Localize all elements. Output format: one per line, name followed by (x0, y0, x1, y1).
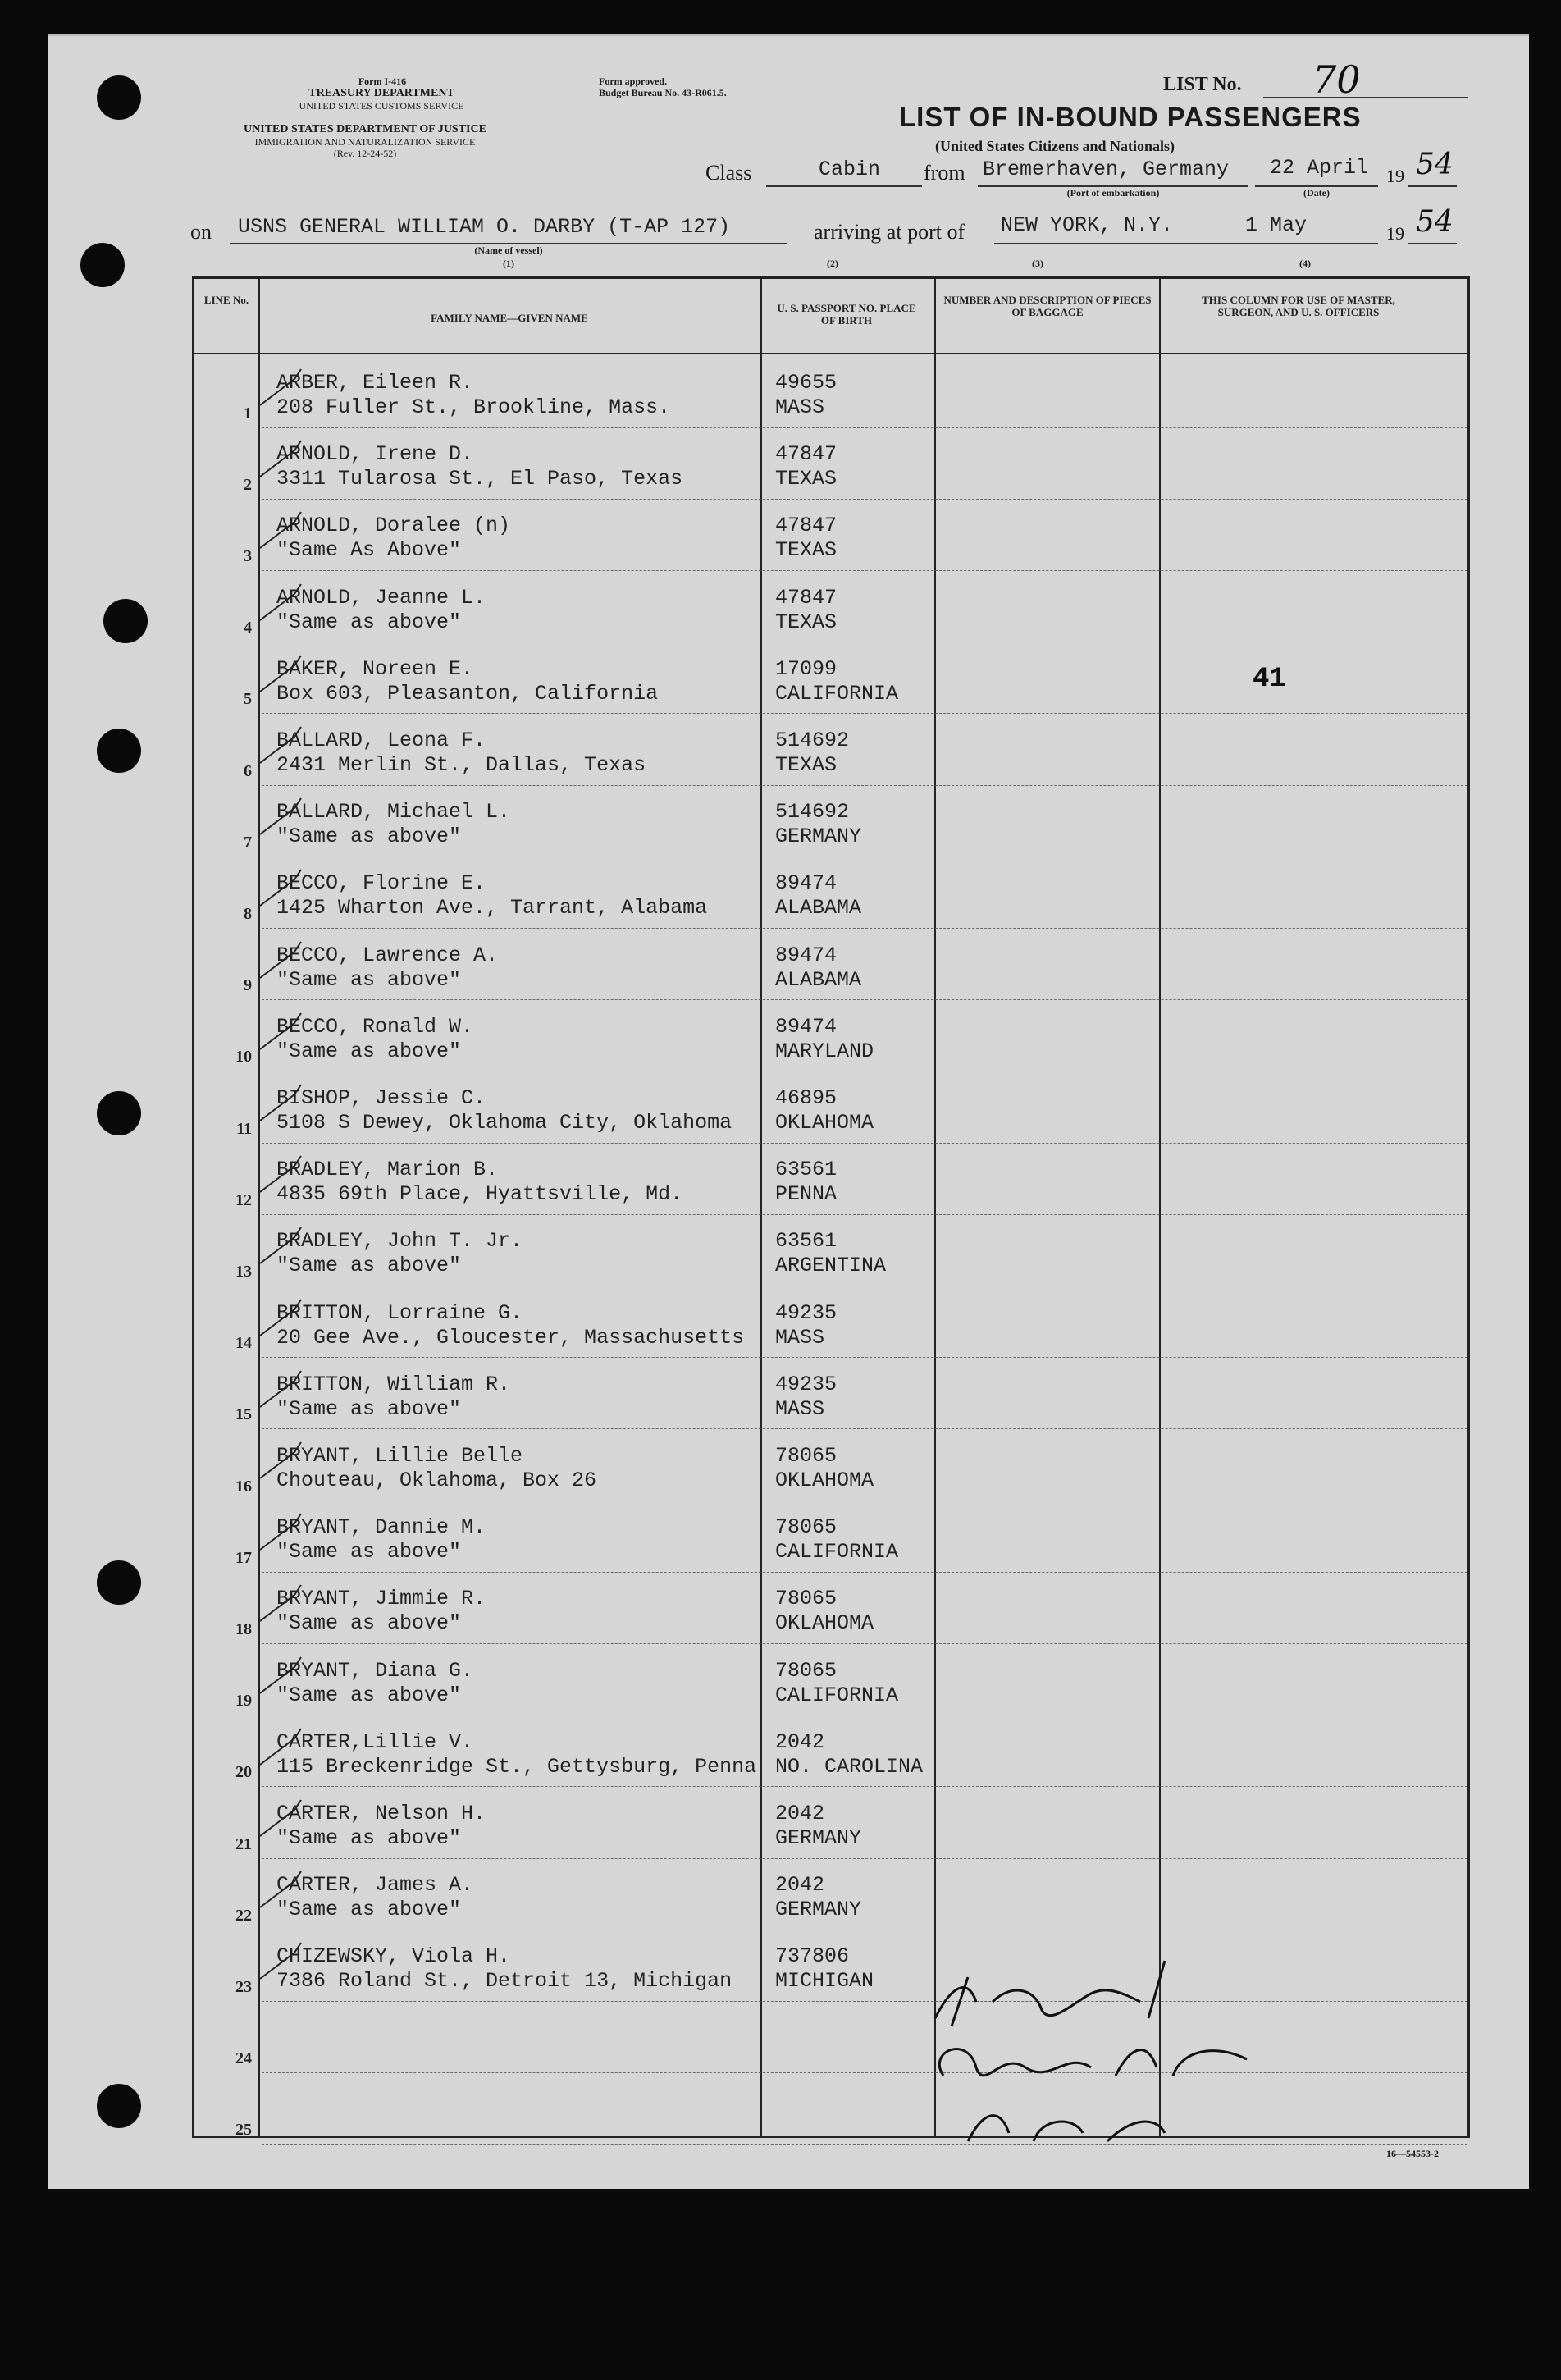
passenger-address: "Same as above" (276, 1039, 462, 1063)
list-no-line (1263, 97, 1468, 98)
from-value: Bremerhaven, Germany (983, 158, 1230, 181)
place-of-birth: OKLAHOMA (775, 1469, 874, 1492)
depart-year-line (1408, 185, 1457, 187)
table-row (194, 1787, 1467, 1859)
manifest-subtitle: (United States Citizens and Nationals) (935, 138, 1175, 154)
passenger-name: ARNOLD, Jeanne L. (276, 585, 486, 610)
passenger-name: ARBER, Eileen R. (276, 371, 474, 395)
passenger-address: 5108 S Dewey, Oklahoma City, Oklahoma (276, 1111, 733, 1135)
table-row (194, 1143, 1467, 1215)
footer-code: 16—54553-2 (1386, 2148, 1439, 2159)
table-row (194, 929, 1467, 1001)
table-row (194, 571, 1467, 643)
place-of-birth: TEXAS (775, 753, 838, 777)
table-row (194, 1501, 1467, 1573)
place-of-birth: GERMANY (775, 1898, 862, 1922)
table-row (194, 1715, 1467, 1788)
passenger-address: "Same as above" (276, 825, 462, 849)
passenger-name: BRITTON, William R. (276, 1372, 511, 1396)
passport-number: 89474 (775, 1014, 838, 1039)
col4-number: (4) (1299, 258, 1311, 269)
place-of-birth: MASS (775, 1325, 825, 1350)
line-number: 6 (244, 761, 252, 780)
table-row (194, 1000, 1467, 1072)
table-row (194, 1644, 1467, 1716)
customs-service: UNITED STATES CUSTOMS SERVICE (299, 100, 464, 112)
line-number: 1 (244, 404, 252, 423)
passport-number: 737806 (775, 1944, 850, 1969)
line-number: 10 (235, 1048, 252, 1067)
passenger-address: 2431 Merlin St., Dallas, Texas (276, 753, 646, 777)
passport-number: 49655 (775, 371, 838, 395)
class-value: Cabin (819, 158, 881, 181)
binder-hole (80, 243, 125, 287)
table-row (194, 1286, 1467, 1359)
passenger-name: ARNOLD, Doralee (n) (276, 514, 511, 538)
passport-number: 78065 (775, 1587, 838, 1611)
binder-hole (97, 1091, 141, 1135)
passenger-name: BRITTON, Lorraine G. (276, 1300, 523, 1325)
table-row (194, 714, 1467, 786)
passport-number: 514692 (775, 729, 850, 752)
place-of-birth: CALIFORNIA (775, 1540, 899, 1565)
place-of-birth: TEXAS (775, 610, 838, 634)
table-row (194, 785, 1467, 857)
col1-number: (1) (503, 258, 514, 269)
budget-bureau: Budget Bureau No. 43-R061.5. (599, 87, 727, 98)
col2-number: (2) (827, 258, 838, 269)
line-number: 4 (244, 619, 252, 637)
table-row (194, 857, 1467, 929)
line-number: 15 (235, 1405, 252, 1424)
passenger-address: "Same as above" (276, 1396, 462, 1421)
place-of-birth: NO. CAROLINA (775, 1754, 924, 1779)
arrive-year-prefix: 19 (1386, 223, 1404, 244)
passenger-name: BECCO, Lawrence A. (276, 943, 499, 967)
officer-note: 41 (1253, 663, 1286, 695)
binder-hole (103, 599, 148, 643)
passenger-address: 115 Breckenridge St., Gettysburg, Penna (276, 1754, 757, 1779)
passenger-name: BALLARD, Leona F. (276, 729, 486, 752)
treasury-dept: TREASURY DEPARTMENT (308, 87, 454, 99)
passenger-address: "Same as above" (276, 1898, 462, 1922)
class-label: Class (705, 161, 752, 185)
line-number: 7 (244, 833, 252, 852)
passenger-name: BRYANT, Dannie M. (276, 1515, 486, 1540)
table-row (194, 1429, 1467, 1501)
place-of-birth: OKLAHOMA (775, 1611, 874, 1636)
line-number: 23 (235, 1977, 252, 1996)
header-name: FAMILY NAME—GIVEN NAME (431, 312, 588, 324)
passenger-table (192, 276, 1470, 2138)
list-no-value: 70 (1312, 57, 1361, 102)
place-of-birth: CALIFORNIA (775, 1683, 899, 1707)
passport-number: 63561 (775, 1158, 838, 1182)
passport-number: 49235 (775, 1372, 838, 1396)
arrival-port: NEW YORK, N.Y. (1001, 213, 1174, 237)
passport-number: 78065 (775, 1515, 838, 1540)
passenger-address: "Same as above" (276, 1826, 462, 1850)
arriving-label: arriving at port of (814, 220, 965, 244)
passport-number: 78065 (775, 1444, 838, 1468)
passenger-address: 4835 69th Place, Hyattsville, Md. (276, 1182, 683, 1207)
passenger-name: CHIZEWSKY, Viola H. (276, 1944, 511, 1969)
place-of-birth: TEXAS (775, 538, 838, 563)
passport-number: 2042 (775, 1873, 825, 1898)
passport-number: 46895 (775, 1086, 838, 1110)
table-row (194, 1214, 1467, 1286)
binder-hole (97, 729, 141, 773)
passenger-address: "Same as above" (276, 1611, 462, 1636)
place-of-birth: TEXAS (775, 467, 838, 491)
passenger-name: ARNOLD, Irene D. (276, 442, 474, 467)
from-label: from (924, 161, 965, 185)
passport-number: 2042 (775, 1729, 825, 1754)
passport-number: 78065 (775, 1658, 838, 1683)
passport-number: 89474 (775, 871, 838, 896)
table-row (194, 1858, 1467, 1930)
passenger-name: BECCO, Ronald W. (276, 1014, 474, 1039)
place-of-birth: MASS (775, 1396, 825, 1421)
ins-service: IMMIGRATION AND NATURALIZATION SERVICE (254, 136, 476, 148)
header-officers: THIS COLUMN FOR USE OF MASTER, SURGEON, AND U. S. OFFICERS (1202, 294, 1395, 318)
passenger-name: BISHOP, Jessie C. (276, 1086, 486, 1110)
line-number: 11 (236, 1119, 252, 1138)
place-of-birth: ALABAMA (775, 896, 862, 920)
passenger-name: BRADLEY, John T. Jr. (276, 1229, 523, 1254)
line-number: 5 (244, 690, 252, 709)
list-no-label: LIST No. (1163, 74, 1242, 95)
header-baggage: NUMBER AND DESCRIPTION OF PIECES OF BAGGAGE (943, 294, 1152, 318)
line-number: 2 (244, 475, 252, 494)
passenger-address: Chouteau, Oklahoma, Box 26 (276, 1469, 597, 1492)
line-number: 17 (235, 1548, 252, 1567)
binder-hole (97, 1560, 141, 1605)
passport-number: 47847 (775, 514, 838, 538)
class-line (766, 185, 922, 187)
passenger-name: BALLARD, Michael L. (276, 800, 511, 825)
line-number: 8 (244, 904, 252, 923)
line-number: 16 (235, 1477, 252, 1496)
header-line-no: LINE No. (203, 294, 249, 306)
place-of-birth: CALIFORNIA (775, 681, 899, 706)
passenger-name: BRYANT, Lillie Belle (276, 1444, 523, 1468)
passenger-name: CARTER, Nelson H. (276, 1802, 486, 1825)
passenger-address: "Same as above" (276, 1254, 462, 1278)
header-rule (194, 353, 1467, 354)
passport-number: 514692 (775, 800, 850, 825)
depart-year-prefix: 19 (1386, 166, 1404, 186)
passport-number: 2042 (775, 1802, 825, 1825)
passport-number: 63561 (775, 1229, 838, 1254)
place-of-birth: OKLAHOMA (775, 1111, 874, 1135)
passenger-name: BECCO, Florine E. (276, 871, 486, 896)
passenger-address: 20 Gee Ave., Gloucester, Massachusetts (276, 1325, 745, 1350)
arrival-date: 1 May (1245, 213, 1308, 237)
place-of-birth: MICHIGAN (775, 1969, 874, 1994)
header-passport: U. S. PASSPORT NO. PLACE OF BIRTH (777, 302, 916, 327)
table-row (194, 1071, 1467, 1144)
form-approved: Form approved. (599, 75, 668, 87)
line-number: 12 (235, 1190, 252, 1209)
passenger-address: 208 Fuller St., Brookline, Mass. (276, 395, 671, 419)
passenger-address: "Same as above" (276, 1540, 462, 1565)
place-of-birth: ARGENTINA (775, 1254, 887, 1278)
line-number: 13 (235, 1262, 252, 1281)
place-of-birth: PENNA (775, 1182, 838, 1207)
place-of-birth: ALABAMA (775, 967, 862, 992)
binder-hole (97, 75, 141, 120)
arrive-year-line (1408, 243, 1457, 244)
revision: (Rev. 12-24-52) (333, 148, 397, 159)
table-row (194, 356, 1467, 428)
passport-number: 89474 (775, 943, 838, 967)
arrive-year: 54 (1416, 205, 1454, 239)
depart-date: 22 April (1270, 156, 1369, 180)
line-number: 20 (235, 1763, 252, 1782)
manifest-title: LIST OF IN-BOUND PASSENGERS (899, 102, 1362, 132)
place-of-birth: MARYLAND (775, 1039, 874, 1063)
passenger-address: 7386 Roland St., Detroit 13, Michigan (276, 1969, 733, 1994)
place-of-birth: GERMANY (775, 825, 862, 849)
table-row (194, 1358, 1467, 1430)
passenger-address: 1425 Wharton Ave., Tarrant, Alabama (276, 896, 708, 920)
line-number: 21 (235, 1834, 252, 1853)
passenger-name: BRYANT, Diana G. (276, 1658, 474, 1683)
place-of-birth: MASS (775, 395, 825, 419)
passenger-name: BRADLEY, Marion B. (276, 1158, 499, 1182)
table-row (194, 427, 1467, 500)
port-line (994, 243, 1378, 244)
vessel-caption: (Name of vessel) (474, 244, 543, 256)
line-number: 3 (244, 546, 252, 565)
date-caption: (Date) (1303, 187, 1330, 199)
line-number: 9 (244, 976, 252, 995)
place-of-birth: GERMANY (775, 1826, 862, 1850)
form-number: Form I-416 (358, 75, 407, 87)
passenger-name: CARTER, James A. (276, 1873, 474, 1898)
passenger-address: "Same as above" (276, 967, 462, 992)
table-row (194, 499, 1467, 571)
passport-number: 17099 (775, 656, 838, 681)
line-number: 19 (235, 1692, 252, 1711)
col3-number: (3) (1032, 258, 1043, 269)
passenger-address: "Same As Above" (276, 538, 462, 563)
line-number: 14 (235, 1334, 252, 1353)
binder-hole (97, 2084, 141, 2128)
vessel-name: USNS GENERAL WILLIAM O. DARBY (T-AP 127) (238, 215, 731, 239)
table-row (194, 1572, 1467, 1644)
passenger-name: BAKER, Noreen E. (276, 656, 474, 681)
depart-year: 54 (1416, 148, 1454, 181)
passenger-address: 3311 Tularosa St., El Paso, Texas (276, 467, 683, 491)
passenger-name: BRYANT, Jimmie R. (276, 1587, 486, 1611)
on-label: on (190, 220, 212, 244)
passenger-address: "Same as above" (276, 610, 462, 634)
line-number: 18 (235, 1619, 252, 1638)
justice-dept: UNITED STATES DEPARTMENT OF JUSTICE (244, 123, 486, 135)
passenger-address: "Same as above" (276, 1683, 462, 1707)
table-row (194, 642, 1467, 715)
passenger-name: CARTER,Lillie V. (276, 1729, 474, 1754)
from-caption: (Port of embarkation) (1066, 187, 1160, 199)
line-number: 24 (235, 2049, 252, 2068)
line-number: 25 (235, 2121, 252, 2140)
passport-number: 49235 (775, 1300, 838, 1325)
passport-number: 47847 (775, 585, 838, 610)
passenger-address: Box 603, Pleasanton, California (276, 681, 659, 706)
passport-number: 47847 (775, 442, 838, 467)
line-number: 22 (235, 1906, 252, 1925)
